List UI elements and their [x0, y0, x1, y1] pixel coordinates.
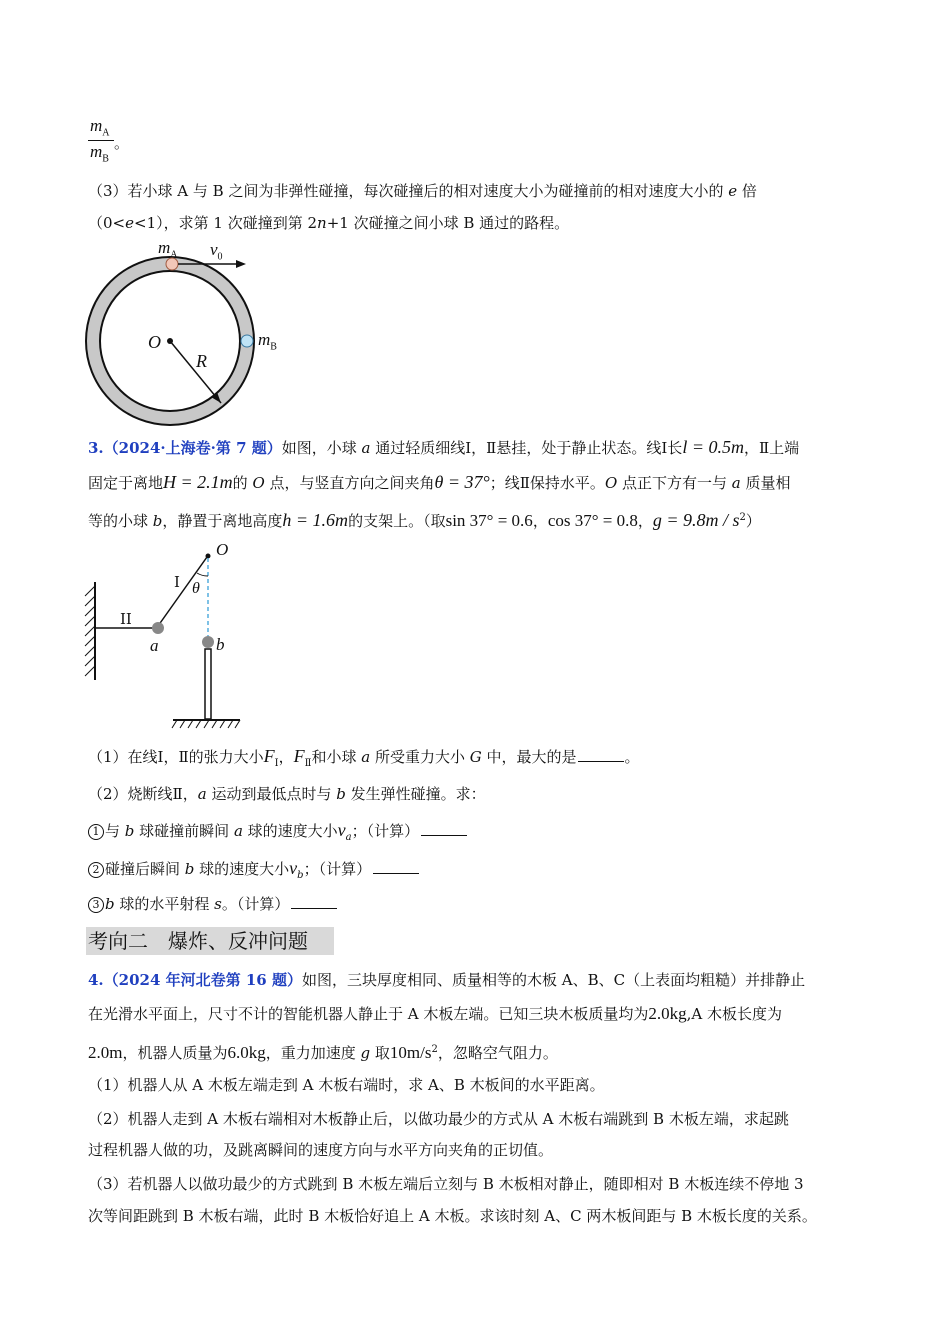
var-e: e: [728, 182, 738, 200]
var-O: O: [252, 474, 265, 492]
var-b: b: [124, 822, 135, 840]
q3-text: 点正下方有一与: [617, 474, 732, 492]
force-F2: F: [293, 746, 305, 766]
label-O-pendulum: O: [216, 540, 229, 559]
label-O-ring: O: [148, 332, 161, 352]
q4-part2-line1: （2）机器人走到 A 木板右端相对木板静止后，以做功最少的方式从 A 木板右端跳到 B 木板左端，求起跳: [88, 1110, 789, 1128]
q4-text: 在光滑水平面上，尺寸不计的智能机器人静止于 A 木板左端。已知三块木板质量均为: [88, 1005, 649, 1023]
q3-text: 如图，小球: [281, 439, 362, 457]
pivot-O: [206, 554, 211, 559]
label-v0: [210, 240, 223, 262]
label-R: R: [196, 351, 207, 371]
var-b: b: [336, 785, 346, 803]
ball-b-fig2: [202, 636, 214, 648]
var-e-2: e: [125, 214, 135, 232]
force-F1-sub: Ⅰ: [274, 758, 279, 769]
label-mB: [258, 330, 277, 352]
var-a: a: [233, 822, 243, 840]
q3-part2-text: （2）烧断线Ⅱ，: [88, 785, 198, 803]
q4-text: ，重力加速度: [265, 1044, 361, 1062]
answer-blank-4[interactable]: [291, 894, 337, 909]
q3-number: 3.: [88, 439, 104, 457]
label-v0-sub: 0: [217, 251, 223, 263]
part3-line1: [88, 181, 757, 201]
answer-blank-1[interactable]: [578, 747, 624, 762]
fraction-period: 。: [114, 134, 130, 152]
q3-text: ，Ⅱ上端: [743, 439, 800, 457]
support-stand: [205, 649, 211, 719]
fraction-denominator: [90, 142, 109, 164]
force-F1: F: [263, 746, 275, 766]
q3-text: ）: [745, 512, 761, 530]
part3-text-b: 倍: [737, 182, 757, 200]
var-a: a: [361, 439, 371, 457]
pendulum-figure: [80, 540, 260, 730]
velocity-vb-sub: b: [297, 870, 304, 881]
numerator-symbol: m: [90, 116, 103, 135]
part3-text-c: （0<: [88, 214, 126, 232]
q4-part2-line2: 过程机器人做的功，及跳离瞬间的速度方向与水平方向夹角的正切值。: [88, 1141, 554, 1159]
var-a: a: [197, 785, 207, 803]
eq-gravity-exponent: 2: [431, 1044, 438, 1055]
q3-text: ，静置于离地高度: [162, 512, 283, 530]
angle-arc: [197, 573, 208, 576]
q3-sub1-text: 球碰撞前瞬间: [134, 822, 234, 840]
q4-source: （2024 年河北卷第 16 题）: [103, 971, 302, 989]
label-II: II: [120, 610, 132, 628]
part3-text-e: +1 次碰撞之间小球 B 通过的路程。: [326, 214, 570, 232]
eq-cos: cos 37° = 0.8: [547, 511, 638, 530]
force-F2-sub: Ⅱ: [304, 758, 312, 769]
q3-sub3: [88, 894, 337, 914]
q3-text: 点，与竖直方向之间夹角: [264, 474, 435, 492]
q4-line3: [88, 1040, 558, 1063]
q3-sub2-text: 球的速度大小: [194, 860, 290, 878]
eq-H: H = 2.1m: [163, 472, 233, 492]
q3-sub3-text: 。（计算）: [221, 895, 290, 913]
q3-part1-text: 所受重力大小: [370, 748, 470, 766]
label-theta: θ: [192, 580, 200, 597]
label-mB-sub: B: [270, 341, 277, 353]
var-O: O: [604, 474, 618, 492]
section-heading: 考向二 爆炸、反冲问题: [86, 927, 334, 955]
eq-gravity: 10m/s: [389, 1043, 432, 1062]
q3-sub1-text: 与: [105, 822, 125, 840]
q3-line3: [88, 508, 761, 531]
eq-g: g = 9.8m / s: [652, 510, 740, 530]
label-mA-sub: A: [170, 249, 178, 261]
wall-hatching: [85, 586, 95, 676]
q3-source: （2024·上海卷·第 7 题）: [103, 439, 282, 457]
q3-sub2: [88, 858, 419, 886]
eq-board-mass: 2.0kg: [648, 1004, 687, 1023]
q3-part1: [88, 746, 640, 774]
label-a: a: [150, 636, 159, 655]
label-I: I: [174, 573, 180, 591]
fraction-numerator: [90, 116, 110, 138]
var-a: a: [731, 474, 741, 492]
q3-part2-text: 发生弹性碰撞。求：: [345, 785, 486, 803]
circled-number-2: 2: [88, 862, 104, 878]
var-a: a: [361, 748, 371, 766]
q4-part3-line2: 次等间距跳到 B 木板右端，此时 B 木板恰好追上 A 木板。求该时刻 A、C 两木板间距与 B 木板长度的关系。: [88, 1207, 817, 1225]
q4-line1: [88, 970, 805, 990]
q3-part1-text: 中，最大的是: [481, 748, 577, 766]
var-G: G: [469, 748, 482, 766]
velocity-va-sub: a: [345, 832, 352, 843]
q4-text: ,A 木板长度为: [686, 1005, 782, 1023]
q4-text: ，忽略空气阻力。: [437, 1044, 558, 1062]
ball-b: [241, 335, 253, 347]
ball-a-fig2: [152, 622, 164, 634]
q3-part1-text: 和小球: [311, 748, 362, 766]
var-n: n: [317, 214, 327, 232]
q3-line1: [88, 437, 799, 458]
q3-sub1: [88, 820, 467, 848]
q3-text: ，: [532, 512, 548, 530]
q3-part2-text: 运动到最低点时与: [206, 785, 337, 803]
q3-sub2-text: 碰撞后瞬间: [105, 860, 185, 878]
q4-text: 取: [370, 1044, 390, 1062]
q3-part1-text: ，: [278, 748, 294, 766]
denominator-subscript: B: [102, 153, 109, 165]
ground-hatching: [172, 720, 240, 728]
q4-text: 如图，三块厚度相同、质量相等的木板 A、B、C（上表面均粗糙）并排静止: [301, 971, 806, 989]
eq-h: h = 1.6m: [282, 510, 349, 530]
eq-sin: sin 37° = 0.6: [445, 511, 533, 530]
q4-text: ，机器人质量为: [122, 1044, 228, 1062]
q3-text: ，: [637, 512, 653, 530]
eq-l: l = 0.5m: [682, 437, 744, 457]
label-v0-symbol: v: [210, 240, 218, 259]
q4-part1: （1）机器人从 A 木板左端走到 A 木板右端时，求 A、B 木板间的水平距离。: [88, 1076, 605, 1094]
q3-text: 固定于离地: [88, 474, 164, 492]
var-b: b: [152, 512, 163, 530]
var-b: b: [184, 860, 195, 878]
label-mB-symbol: m: [258, 330, 271, 349]
label-mA-symbol: m: [158, 238, 171, 257]
var-s: s: [214, 895, 222, 913]
q3-text: 等的小球: [88, 512, 153, 530]
q3-text: ；线Ⅱ保持水平。: [489, 474, 605, 492]
part3-line2: [88, 213, 569, 233]
q3-text: 的支架上。（取: [348, 512, 446, 530]
q3-sub1-text: ；（计算）: [351, 822, 420, 840]
var-g: g: [360, 1044, 371, 1062]
eq-board-length: 2.0m: [88, 1043, 123, 1062]
eq-g-exponent: 2: [739, 512, 746, 523]
part3-text-a: （3）若小球 A 与 B 之间为非弹性碰撞，每次碰撞后的相对速度大小为碰撞前的相对速度大小的: [88, 182, 729, 200]
q3-part1-text: （1）在线Ⅰ，Ⅱ的张力大小: [88, 748, 264, 766]
answer-blank-3[interactable]: [373, 859, 419, 874]
q3-line2: [88, 472, 791, 493]
q3-sub1-text: 球的速度大小: [242, 822, 338, 840]
fraction-bar: [88, 140, 114, 141]
numerator-subscript: A: [102, 127, 110, 139]
part3-text-d: <1），求第 1 次碰撞到第 2: [134, 214, 318, 232]
q3-text: 通过轻质细线Ⅰ，Ⅱ悬挂，处于静止状态。线Ⅰ长: [370, 439, 683, 457]
q3-part1-text: 。: [624, 748, 640, 766]
var-b: b: [105, 895, 115, 913]
q4-part3-line1: （3）若机器人以做功最少的方式跳到 B 木板左端后立刻与 B 木板相对静止，随即相对 B 木板连续不停地 3: [88, 1175, 804, 1193]
circled-number-3: 3: [88, 897, 104, 913]
label-b: b: [216, 635, 225, 654]
q3-sub2-text: ；（计算）: [303, 860, 372, 878]
velocity-arrowhead: [236, 260, 246, 268]
q3-sub3-text: 球的水平射程: [114, 895, 215, 913]
velocity-va: v: [337, 820, 346, 840]
eq-robot-mass: 6.0kg: [227, 1043, 266, 1062]
denominator-symbol: m: [90, 142, 103, 161]
answer-blank-2[interactable]: [421, 821, 467, 836]
q4-line2: [88, 1004, 782, 1024]
circled-number-1: 1: [88, 824, 104, 840]
velocity-vb: v: [289, 858, 298, 878]
q3-part2: [88, 784, 486, 804]
q3-text: 的: [232, 474, 253, 492]
q4-number: 4.: [88, 971, 104, 989]
q3-text: 质量相: [740, 474, 791, 492]
label-mA: [158, 238, 178, 260]
eq-theta: θ = 37°: [434, 472, 490, 492]
